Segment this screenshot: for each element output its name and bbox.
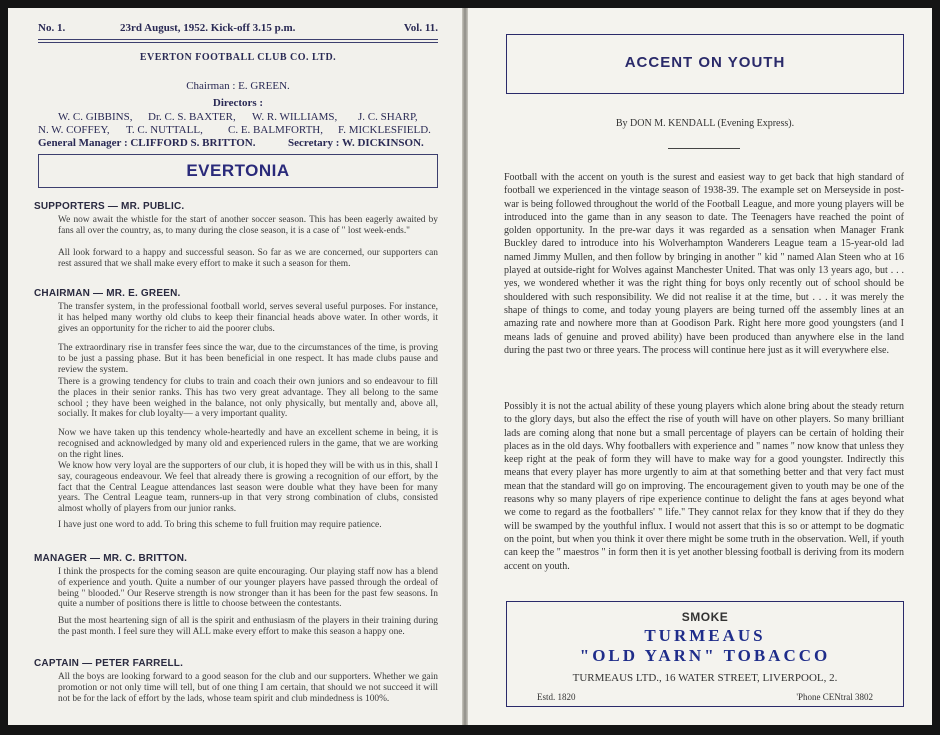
director-name: C. E. BALMFORTH, [228,124,323,136]
paragraph: We now await the whistle for the start of another soccer season. This has been eagerly awaited by fans all over the country, as, to many during the close season, it is a case of " lost week-ends." [58,215,438,236]
director-name: J. C. SHARP, [358,111,418,123]
club-name: EVERTON FOOTBALL CLUB CO. LTD. [139,52,337,63]
paragraph: The extraordinary rise in transfer fees since the war, due to the circumstances of the time, is proving to be just a passing phase. But it has been beneficial in one respect. It has made clubs pause and review the system. [58,343,438,375]
paragraph: I think the prospects for the coming season are quite encouraging. Our playing staff now has a blend of experience and youth. Quite a number of our younger players have passed through the ordeal of being " blooded." Our Reserve strength is now stronger than it has been for the past few seasons. In quite a number of positions there is little to choose between the contestants. [58,567,438,610]
advert-smoke: SMOKE [681,610,729,624]
match-date: 23rd August, 1952. Kick-off 3.15 p.m. [120,22,296,34]
director-name: F. MICKLESFIELD. [338,124,431,136]
paragraph: All the boys are looking forward to a good season for the club and our supporters. Whether we gain promotion or not only time will tell, but of one thing I am certain, that should we not succeed it will not be for the lack of effort by the lads, whose team spirit and club mindedness is 100%. [58,672,438,704]
section-heading-supporters: SUPPORTERS — MR. PUBLIC. [34,201,185,212]
director-name: N. W. COFFEY, [38,124,110,136]
advert-brand: TURMEAUS [644,626,766,645]
left-page [8,8,463,725]
issue-header [38,22,438,38]
article-paragraph: Football with the accent on youth is the surest and easiest way to get back that high standard of football we experienced in the vintage season of 1938-39. The example set on Merseyside in post-war is being followed throughout the world of the Football League, and more young players will be introduced into the game than in any season to date. The Teenagers have reached the point of golden opportunity. In the pre-war days it was regarded as a sensation when Manager Frank Buckley dared to introduce into his Wolverhampton Wanderers League team a 15-year-old lad named Jimmy Mullen, and then follow by bringing in another " kid " named Alan Steen who at 16 played at outside-right for Wolves against Manchester United. That was only 13 years ago, but . . . yes, we wondered whether it was the right thing for boys only recently out of school should be shouldered with such responsibility. We did not realise it at the time, but . . . it was merely the shape of things to come, and today young players are being turned off the assembly lines at an amazing rate and nowhere more than at Goodison Park. Right here more good youngsters (and I means lads of genuine and proved ability) have been produced than anywhere else in the land during the past two or three years. The process will continue here just as it will everywhere else. [504,172,904,356]
general-manager: General Manager : CLIFFORD S. BRITTON. [38,137,256,149]
paragraph: But the most heartening sign of all is the spirit and enthusiasm of the players in their training during the past month. I feel sure they will ALL make every effort to make this season a happy one. [58,616,438,637]
byline-rule [668,148,740,149]
advert-product: "OLD YARN" TOBACCO [579,646,831,665]
directors-title: Directors : [212,97,264,109]
director-name: W. R. WILLIAMS, [252,111,338,123]
section-heading-manager: MANAGER — MR. C. BRITTON. [34,553,188,564]
banner-title: EVERTONIA [186,161,290,180]
director-name: T. C. NUTTALL, [126,124,203,136]
chairman-line: Chairman : E. GREEN. [186,80,290,92]
article-title: ACCENT ON YOUTH [624,54,786,71]
article-byline: By DON M. KENDALL (Evening Express). [615,118,795,129]
advert-phone: 'Phone CENtral 3802 [796,692,873,702]
paragraph: All look forward to a happy and successful season. So far as we are concerned, our supporters can rest assured that we shall make every effort to make it such a season for them. [58,248,438,269]
issue-number: No. 1. [38,22,66,34]
director-name: Dr. C. S. BAXTER, [148,111,236,123]
section-heading-captain: CAPTAIN — PETER FARRELL. [34,658,184,669]
director-name: W. C. GIBBINS, [58,111,133,123]
article-title-box [506,34,904,94]
secretary: Secretary : W. DICKINSON. [288,137,424,149]
paragraph: The transfer system, in the professional football world, serves several useful purposes. For instance, it has helped many worthy old clubs to keep their financial heads above water. In other words, it gives an opportunity for the richer to aid the poorer clubs. [58,302,438,334]
advert-address: TURMEAUS LTD., 16 WATER STREET, LIVERPOOL, 2. [572,672,838,684]
right-page [468,8,932,725]
paragraph: There is a growing tendency for clubs to train and coach their own juniors and so endeavour to fill the places in their senior ranks. This has two very great advantage. They all belong to the same school ; they have been weighed in the balance, not only physically, but mentally and, above all, socially. It makes for club loyalty— a very important quality. [58,377,438,420]
header-rule-2 [38,42,438,43]
advert-established: Estd. 1820 [537,692,576,702]
paragraph: I have just one word to add. To bring this scheme to full fruition may require patience. [58,520,382,530]
paragraph: We know how very loyal are the supporters of our club, it is hoped they will be with us in this, shall I say, courageous endeavour. We feel that already there is growing a recognition of our effort, by the fact that the Central League attendances last season were double what they have been for many years. The Central League team, runners-up in that very strong combination of clubs, consisted almost wholly of players from our junior ranks. [58,461,438,515]
tobacco-advert [506,601,904,707]
evertonia-banner [38,154,438,188]
article-paragraph: Possibly it is not the actual ability of these young players which alone bring about the steady return to the glory days, but also the effect the rise of youth will have on other players. So many brilliant lads are coming along that none but a small percentage of players can be certain of holding their places as in the old days. Why footballers with experience and " names " now know that unless they keep right at the peak of form they will have to make way for a good youngster. Indirectly this means that every player has more urgently to aim at that something better and that very fact must mean that the standard will go on improving. The encouragement given to youth may be one of the reasons why so many players of ripe experience continue to delight the fans at ages beyond what we come to regard as the footballers' " life." They cannot relax for they know that if they do they will be swamped by the youthful influx. I would not assert that this is so or attempt to be dogmatic on the point, but when you think it over there might be some truth in the observation. Well, if youth can keep the " maestros " in form then it is yet another blessing football is deriving from its modern accent on youth. [504,401,904,572]
section-heading-chairman: CHAIRMAN — MR. E. GREEN. [34,288,181,299]
paragraph: Now we have taken up this tendency whole-heartedly and have an excellent scheme in being, it is recognised and acknowledged by many old and experienced rulers in the game, that we are working on the right lines. [58,428,438,460]
volume-number: Vol. 11. [403,22,438,34]
header-rule [38,39,438,40]
